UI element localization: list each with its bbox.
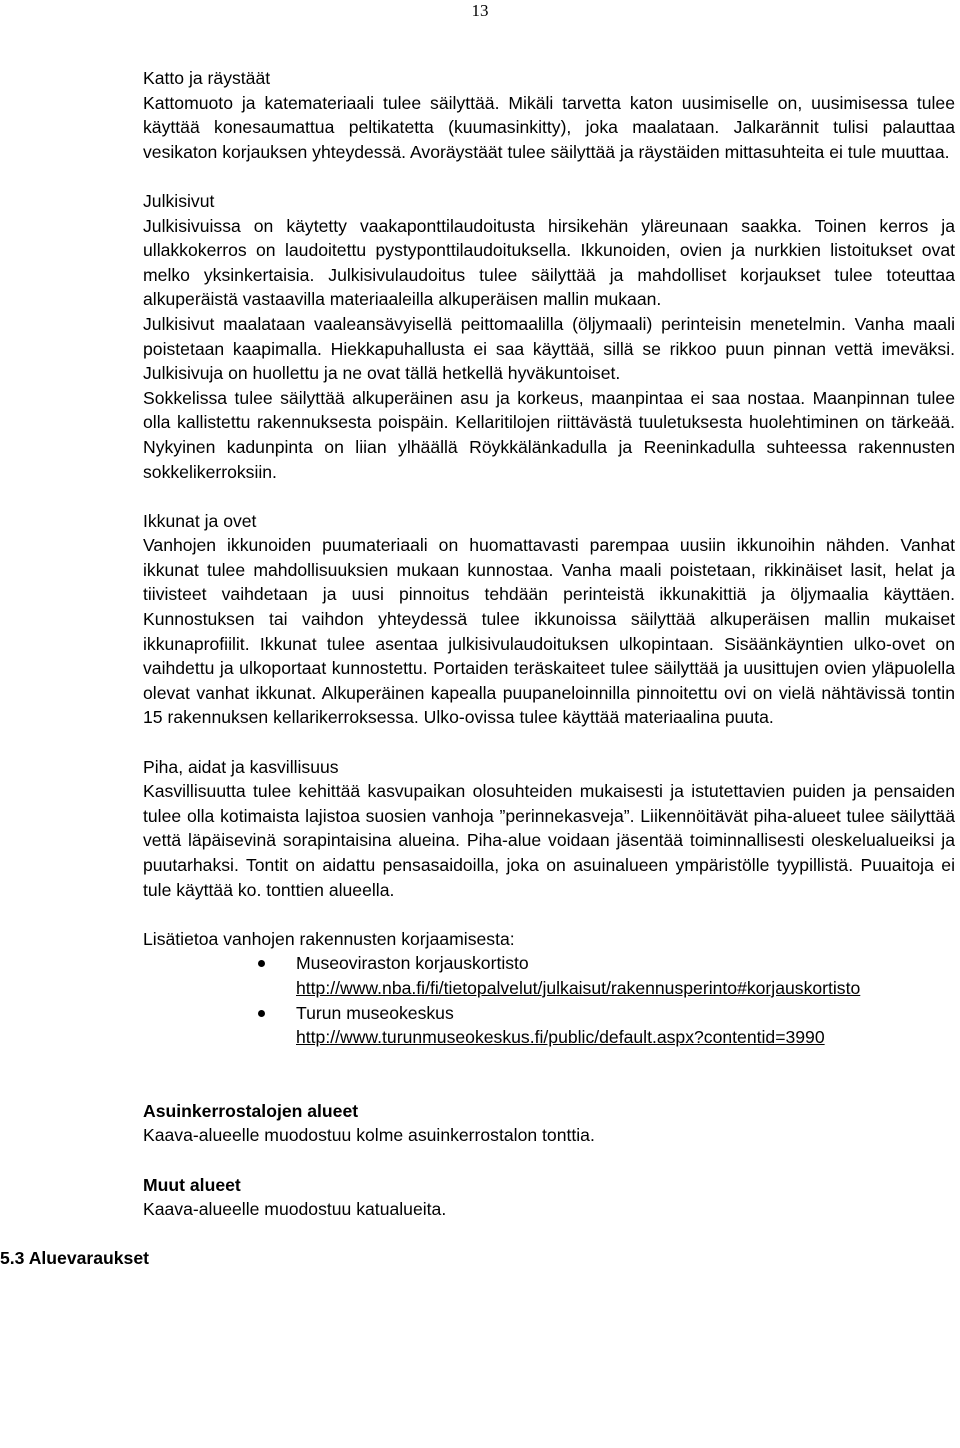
bullet-icon [258,960,265,967]
resource-link[interactable]: http://www.nba.fi/fi/tietopalvelut/julkaisut/rakennusperinto#korjauskortisto [296,977,861,998]
paragraph-julkisivut-2: Julkisivut maalataan vaaleansävyisellä peittomaalilla (öljymaali) perinteisin menetelmin. Vanha maali poistetaan kaapimalla. Hiekkapuhallusta ei saa käyttää, sillä se rikkoo puun pinnan vettä imeväksi. Julkisivuja on huollettu ja ne ovat tällä hetkellä hyväkuntoiset. [143,313,955,384]
paragraph-piha: Kasvillisuutta tulee kehittää kasvupaikan olosuhteiden mukaisesti ja istutettavien puiden ja pensaiden tulee olla kotimaista lajistoa suosien vanhoja ”perinnekasveja”. Liikennöitävät piha-alueet tulee säilyttää vettä läpäisevinä sorapintaisina alueina. Piha-alue voidaan jäsentää toiminnallisesti oleskelualueiksi ja puutarhaksi. Tontit on aidattu pensasaidoilla, joka on asuinalueen ympäristölle tyypillistä. Puuaitoja ei tule käyttää ko. tonttien alueella. [143,781,955,900]
list-item [143,1001,955,1050]
heading-lisatietoa: Lisätietoa vanhojen rakennusten korjaamisesta: [143,928,515,949]
paragraph-muut: Kaava-alueelle muodostuu katualueita. [143,1199,447,1220]
heading-ikkunat: Ikkunat ja ovet [143,510,257,531]
section-heading-aluevaraukset: 5.3 Aluevaraukset [0,1248,149,1268]
heading-katto: Katto ja räystäät [143,68,271,88]
paragraph-julkisivut-1: Julkisivuissa on käytetty vaakaponttilaudoitusta hirsikehän yläreunaan saakka. Toinen kerros ja ullakkokerros on laudoitettu pystyponttilaudoituksella. Ikkunoiden, ovien ja nurkkien listoitukset ovat melko yksinkertaisia. Julkisivulaudoitus tulee säilyttää ja mahdolliset korjaukset tulee toteuttaa alkuperäistä vastaavilla materiaaleilla alkuperäisen mallin mukaan. [143,215,955,310]
heading-julkisivut: Julkisivut [143,190,215,211]
paragraph-asuinkerrostalot: Kaava-alueelle muodostuu kolme asuinkerrostalon tonttia. [143,1125,595,1146]
page-number: 13 [471,1,489,20]
bullet-icon [258,1010,265,1017]
resource-list [143,951,955,1049]
heading-asuinkerrostalot: Asuinkerrostalojen alueet [143,1100,359,1121]
list-item [143,951,955,1000]
heading-muut: Muut alueet [143,1174,241,1195]
heading-piha: Piha, aidat ja kasvillisuus [143,756,339,777]
paragraph-katto: Kattomuoto ja katemateriaali tulee säilyttää. Mikäli tarvetta katon uusimiselle on, uusimisessa tulee käyttää konesaumattua peltikatetta (kuumasinkitty), joka maalataan. Jalkarännit tulisi palauttaa vesikaton korjauksen yhteydessä. Avoräystäät tulee säilyttää ja räystäiden mittasuhteita ei tule muuttaa. [143,92,955,162]
resource-name: Turun museokeskus [296,1002,454,1023]
paragraph-ikkunat: Vanhojen ikkunoiden puumateriaali on huomattavasti parempaa uusiin ikkunoihin nähden. Vanhat ikkunat tulee mahdollisuuksien mukaan kunnostaa. Vanha maali poistetaan, rikkinäiset lasit, helat ja tiivisteet vaihdetaan ja uusi pinnoitus tehdään perinteistä ikkunakittiä ja öljymaalia käyttäen. Kunnostuksen tai vaihdon yhteydessä tulee ikkunoissa säilyttää alkuperäisen mallin mukaiset ikkunaprofiilit. Ikkunat tulee asentaa julkisivulaudoituksen ulkopintaan. Sisäänkäyntien ulko-ovet on vaihdettu ja ulkoportaat kunnostettu. Portaiden teräskaiteet tulee säilyttää ja uusittujen ovien yläpuolella olevat vanhat ikkunat. Alkuperäinen kapealla puupaneloinnilla pinnoitettu ovi on vielä nähtävissä tontin 15 rakennuksen kellarikerroksessa. Ulko-ovissa tulee käyttää materiaalina puuta. [143,535,955,728]
document-body [143,66,955,1222]
paragraph-julkisivut-3: Sokkelissa tulee säilyttää alkuperäinen asu ja korkeus, maanpintaa ei saa nostaa. Maanpinnan tulee olla kallistettu rakennuksesta poispäin. Kellaritilojen riittävästä tuuletuksesta huolehtiminen on tärkeää. Nykyinen kadunpinta on liian ylhäällä Röykkälänkadulla ja Reeninkadulla suhteessa rakennusten sokkelikerroksiin. [143,387,955,482]
resource-link[interactable]: http://www.turunmuseokeskus.fi/public/default.aspx?contentid=3990 [296,1027,825,1048]
resource-name: Museoviraston korjauskortisto [296,953,529,974]
